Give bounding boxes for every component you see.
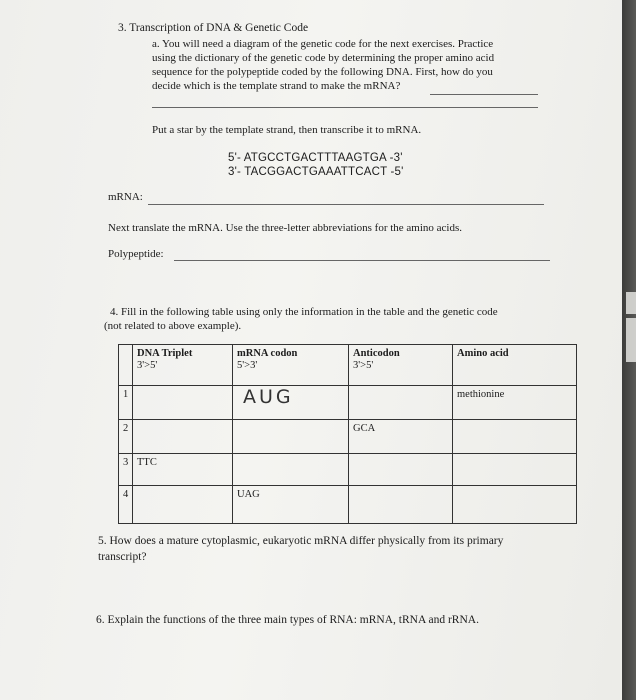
amino-acid-cell[interactable] xyxy=(453,486,577,524)
row-number: 4 xyxy=(119,486,133,524)
dna-strand-bottom: 3'- TACGGACTGAAATTCACT -5' xyxy=(228,166,404,178)
dna-triplet-cell[interactable] xyxy=(133,486,233,524)
polypeptide-label: Polypeptide: xyxy=(108,248,164,260)
dna-triplet-cell[interactable] xyxy=(133,386,233,420)
table-row xyxy=(119,386,577,420)
row-number: 1 xyxy=(119,386,133,420)
mrna-codon-cell[interactable] xyxy=(233,420,349,454)
genetic-code-table xyxy=(118,344,577,524)
row-number: 3 xyxy=(119,454,133,486)
translate-instruction: Next translate the mRNA. Use the three-letter abbreviations for the amino acids. xyxy=(108,222,463,234)
binder-tab xyxy=(626,318,636,340)
mrna-label: mRNA: xyxy=(108,191,143,203)
q5-line-1: 5. How does a mature cytoplasmic, eukaryotic mRNA differ physically from its primary xyxy=(98,535,504,547)
mrna-codon-cell[interactable] xyxy=(233,454,349,486)
q3-answer-line-1 xyxy=(430,94,538,95)
polypeptide-answer-line xyxy=(174,260,550,261)
binder-tab xyxy=(626,292,636,314)
header-dna-triplet: DNA Triplet 3'>5' xyxy=(133,345,233,386)
handwritten-codon: AUG xyxy=(243,386,294,408)
anticodon-cell[interactable]: GCA xyxy=(349,420,453,454)
q3-a-line-4: decide which is the template strand to make the mRNA? xyxy=(152,80,401,92)
q4-line-1: 4. Fill in the following table using only the information in the table and the genetic code xyxy=(110,306,498,318)
binder-tab xyxy=(626,340,636,362)
table-row xyxy=(119,420,577,454)
dna-triplet-cell[interactable]: TTC xyxy=(133,454,233,486)
mrna-codon-cell[interactable] xyxy=(233,386,349,420)
dna-triplet-cell[interactable] xyxy=(133,420,233,454)
amino-acid-cell[interactable] xyxy=(453,454,577,486)
amino-acid-cell[interactable] xyxy=(453,420,577,454)
q3-a-line-3: sequence for the polypeptide coded by the following DNA. First, how do you xyxy=(152,66,493,78)
mrna-answer-line xyxy=(148,204,544,205)
q4-line-2: (not related to above example). xyxy=(104,320,242,332)
anticodon-cell[interactable] xyxy=(349,454,453,486)
q3-a-line-2: using the dictionary of the genetic code by determining the proper amino acid xyxy=(152,52,495,64)
q3-answer-line-2 xyxy=(152,107,538,108)
amino-acid-cell[interactable]: methionine xyxy=(453,386,577,420)
anticodon-cell[interactable] xyxy=(349,486,453,524)
table-row xyxy=(119,454,577,486)
star-instruction: Put a star by the template strand, then transcribe it to mRNA. xyxy=(152,124,422,136)
mrna-codon-cell[interactable]: UAG xyxy=(233,486,349,524)
header-mrna-codon: mRNA codon 5'>3' xyxy=(233,345,349,386)
dna-strand-top: 5'- ATGCCTGACTTTAAGTGA -3' xyxy=(228,152,403,164)
header-amino-acid: Amino acid xyxy=(453,345,577,386)
q6-text: 6. Explain the functions of the three main types of RNA: mRNA, tRNA and rRNA. xyxy=(96,614,479,626)
q3-title: 3. Transcription of DNA & Genetic Code xyxy=(118,22,309,34)
header-number xyxy=(119,345,133,386)
q3-a-line-1: a. You will need a diagram of the genetic code for the next exercises. Practice xyxy=(152,38,494,50)
table-header-row xyxy=(119,345,577,386)
q5-line-2: transcript? xyxy=(98,551,147,563)
table-row xyxy=(119,486,577,524)
header-anticodon: Anticodon 3'>5' xyxy=(349,345,453,386)
row-number: 2 xyxy=(119,420,133,454)
anticodon-cell[interactable] xyxy=(349,386,453,420)
